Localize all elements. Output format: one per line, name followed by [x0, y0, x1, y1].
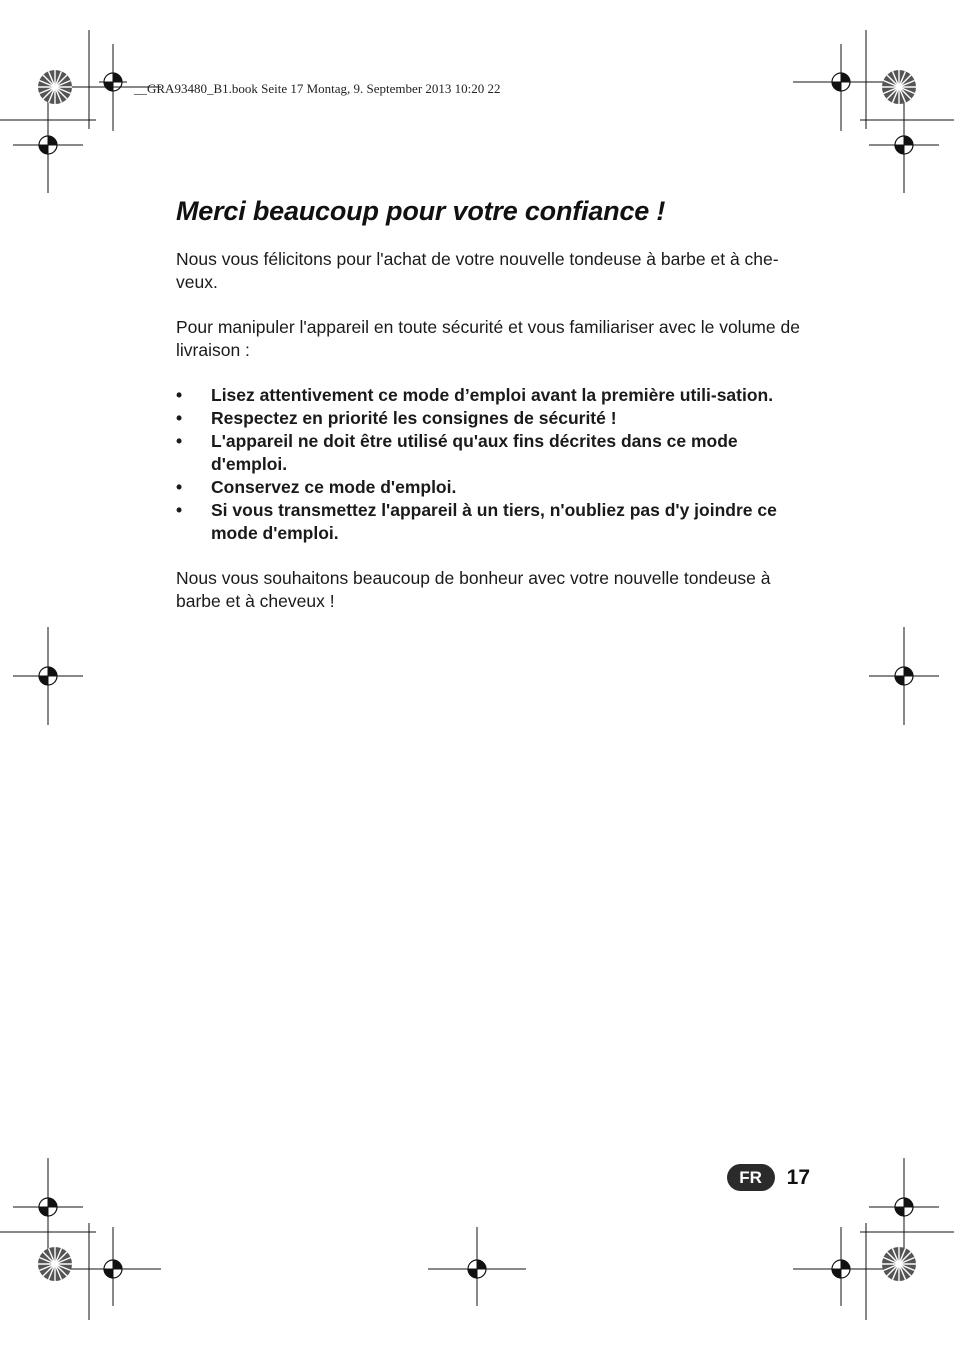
list-item-text: Respectez en priorité les consignes de sécurité ! — [211, 408, 617, 428]
list-item — [176, 430, 816, 476]
language-badge: FR — [727, 1164, 775, 1191]
intro-paragraph-congrats: Nous vous félicitons pour l'achat de votre nouvelle tondeuse à barbe et à che-veux. — [176, 249, 779, 292]
list-item-text: L'appareil ne doit être utilisé qu'aux fins décrites dans ce mode d'emploi. — [211, 431, 738, 474]
page-footer — [727, 1164, 810, 1191]
intro-paragraph-safety: Pour manipuler l'appareil en toute sécurité et vous familiariser avec le volume de livraison : — [176, 317, 800, 360]
list-item-text: Si vous transmettez l'appareil à un tiers, n'oubliez pas d'y joindre ce mode d'emploi. — [211, 500, 777, 543]
list-item — [176, 384, 816, 407]
list-item — [176, 476, 816, 499]
bullet-icon: • — [176, 500, 183, 520]
bullet-icon: • — [176, 385, 183, 405]
page-title: Merci beaucoup pour votre confiance ! — [176, 196, 666, 226]
page-number: 17 — [786, 1165, 810, 1189]
instruction-list — [176, 384, 816, 545]
bullet-icon: • — [176, 408, 183, 428]
print-file-header: __GRA93480_B1.book Seite 17 Montag, 9. September 2013 10:20 22 — [134, 81, 501, 96]
closing-paragraph: Nous vous souhaitons beaucoup de bonheur avec votre nouvelle tondeuse à barbe et à cheveux ! — [176, 568, 771, 611]
list-item — [176, 407, 816, 430]
list-item — [176, 499, 816, 545]
list-item-text: Conservez ce mode d'emploi. — [211, 477, 457, 497]
bullet-icon: • — [176, 477, 183, 497]
list-item-text: Lisez attentivement ce mode d’emploi avant la première utili-sation. — [211, 385, 774, 405]
bullet-icon: • — [176, 431, 183, 451]
page-content — [176, 196, 816, 635]
